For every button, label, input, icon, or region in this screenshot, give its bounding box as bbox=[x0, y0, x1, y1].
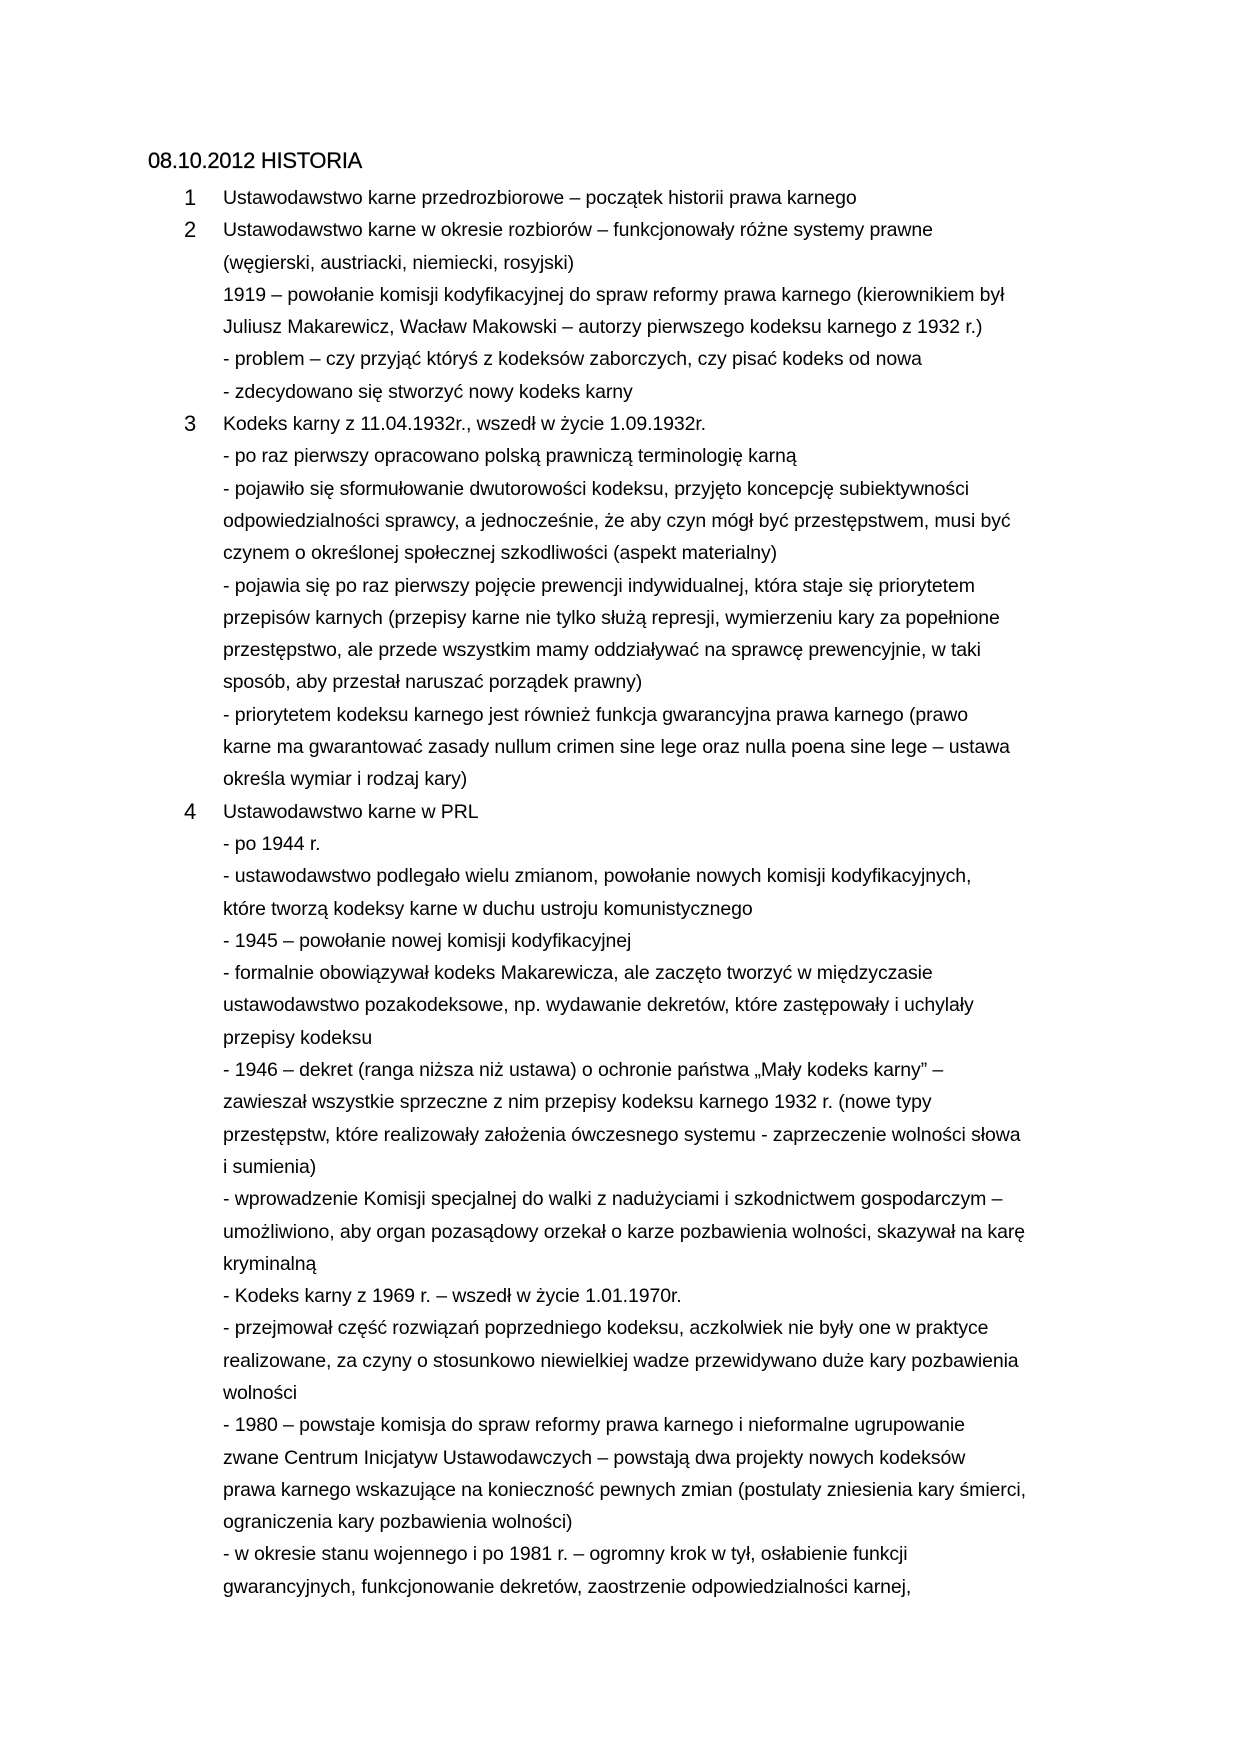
text-line: zwane Centrum Inicjatyw Ustawodawczych – powstają dwa projekty nowych kodeksów bbox=[223, 1446, 966, 1469]
text-line: - wprowadzenie Komisji specjalnej do walki z nadużyciami i szkodnictwem gospodarczym – bbox=[223, 1188, 1003, 1211]
text-line: Ustawodawstwo karne w PRL bbox=[223, 800, 479, 823]
text-line: karne ma gwarantować zasady nullum crimen sine lege oraz nulla poena sine lege – ustawa bbox=[223, 736, 1010, 759]
text-line: określa wymiar i rodzaj kary) bbox=[223, 768, 468, 791]
section-list bbox=[148, 182, 1108, 1603]
text-line: - ustawodawstwo podlegało wielu zmianom, powołanie nowych komisji kodyfikacyjnych, bbox=[223, 865, 972, 888]
text-line: czynem o określonej społecznej szkodliwości (aspekt materialny) bbox=[223, 542, 778, 565]
text-line: - problem – czy przyjąć któryś z kodeksów zaborczych, czy pisać kodeks od nowa bbox=[223, 348, 922, 371]
text-line: kryminalną bbox=[223, 1252, 317, 1275]
section-1 bbox=[148, 182, 1108, 214]
text-line: Juliusz Makarewicz, Wacław Makowski – autorzy pierwszego kodeksu karnego z 1932 r.) bbox=[223, 316, 983, 339]
text-line: sposób, aby przestał naruszać porządek prawny) bbox=[223, 671, 643, 694]
document-title: 08.10.2012 HISTORIA bbox=[148, 148, 363, 173]
text-line: - 1946 – dekret (ranga niższa niż ustawa) o ochronie państwa „Mały kodeks karny” – bbox=[223, 1059, 944, 1082]
text-line: 1919 – powołanie komisji kodyfikacyjnej do spraw reformy prawa karnego (kierownikiem był bbox=[223, 283, 1005, 306]
text-line: - w okresie stanu wojennego i po 1981 r. – ogromny krok w tył, osłabienie funkcji bbox=[223, 1543, 908, 1566]
text-line: - po raz pierwszy opracowano polską prawniczą terminologię karną bbox=[223, 445, 797, 468]
section-number: 4 bbox=[184, 798, 197, 824]
text-line: gwarancyjnych, funkcjonowanie dekretów, zaostrzenie odpowiedzialności karnej, bbox=[223, 1575, 912, 1598]
text-line: (węgierski, austriacki, niemiecki, rosyjski) bbox=[223, 251, 575, 274]
text-line: które tworzą kodeksy karne w duchu ustroju komunistycznego bbox=[223, 897, 753, 920]
text-line: - Kodeks karny z 1969 r. – wszedł w życie 1.01.1970r. bbox=[223, 1285, 682, 1308]
text-line: - po 1944 r. bbox=[223, 832, 321, 855]
text-line: ustawodawstwo pozakodeksowe, np. wydawanie dekretów, które zastępowały i uchylały bbox=[223, 994, 974, 1017]
text-line: przepisy kodeksu bbox=[223, 1026, 373, 1049]
section-body bbox=[223, 408, 1103, 796]
text-line: Kodeks karny z 11.04.1932r., wszedł w życie 1.09.1932r. bbox=[223, 413, 707, 436]
text-line: wolności bbox=[223, 1381, 297, 1404]
section-body bbox=[223, 796, 1103, 1603]
text-line: - pojawiło się sformułowanie dwutorowości kodeksu, przyjęto koncepcję subiektywności bbox=[223, 477, 969, 500]
document-page bbox=[148, 140, 1108, 1603]
text-line: - przejmował część rozwiązań poprzedniego kodeksu, aczkolwiek nie były one w praktyce bbox=[223, 1317, 989, 1340]
text-line: Ustawodawstwo karne przedrozbiorowe – początek historii prawa karnego bbox=[223, 187, 857, 209]
text-line: ograniczenia kary pozbawienia wolności) bbox=[223, 1511, 573, 1534]
text-line: odpowiedzialności sprawcy, a jednocześnie, że aby czyn mógł być przestępstwem, musi być bbox=[223, 509, 1011, 532]
section-body bbox=[223, 214, 1103, 408]
section-4 bbox=[148, 796, 1108, 1603]
text-line: - formalnie obowiązywał kodeks Makarewicza, ale zaczęto tworzyć w międzyczasie bbox=[223, 962, 933, 985]
text-line: przepisów karnych (przepisy karne nie tylko służą represji, wymierzeniu kary za popełnione bbox=[223, 606, 1000, 629]
text-line: - priorytetem kodeksu karnego jest również funkcja gwarancyjna prawa karnego (prawo bbox=[223, 703, 968, 726]
section-number: 2 bbox=[184, 217, 197, 243]
text-line: prawa karnego wskazujące na konieczność pewnych zmian (postulaty zniesienia kary śmierci, bbox=[223, 1478, 1026, 1501]
text-line: - 1980 – powstaje komisja do spraw reformy prawa karnego i nieformalne ugrupowanie bbox=[223, 1414, 965, 1437]
text-line: i sumienia) bbox=[223, 1155, 317, 1178]
text-line: Ustawodawstwo karne w okresie rozbiorów – funkcjonowały różne systemy prawne bbox=[223, 219, 933, 242]
section-2 bbox=[148, 214, 1108, 408]
text-line: zawieszał wszystkie sprzeczne z nim przepisy kodeksu karnego 1932 r. (nowe typy bbox=[223, 1091, 932, 1114]
text-line: - 1945 – powołanie nowej komisji kodyfikacyjnej bbox=[223, 929, 632, 952]
section-number: 1 bbox=[184, 185, 197, 210]
text-line: umożliwiono, aby organ pozasądowy orzekał o karze pozbawienia wolności, skazywał na karę bbox=[223, 1220, 1025, 1243]
text-line: - zdecydowano się stworzyć nowy kodeks karny bbox=[223, 380, 633, 403]
text-line: realizowane, za czyny o stosunkowo niewielkiej wadze przewidywano duże kary pozbawienia bbox=[223, 1349, 1019, 1372]
text-line: przestępstwo, ale przede wszystkim mamy oddziaływać na sprawcę prewencyjnie, w taki bbox=[223, 639, 981, 662]
section-3 bbox=[148, 408, 1108, 796]
section-number: 3 bbox=[184, 411, 197, 437]
text-line: - pojawia się po raz pierwszy pojęcie prewencji indywidualnej, która staje się priorytetem bbox=[223, 574, 975, 597]
text-line: przestępstw, które realizowały założenia ówczesnego systemu - zaprzeczenie wolności słowa bbox=[223, 1123, 1021, 1146]
section-body bbox=[223, 182, 1103, 214]
